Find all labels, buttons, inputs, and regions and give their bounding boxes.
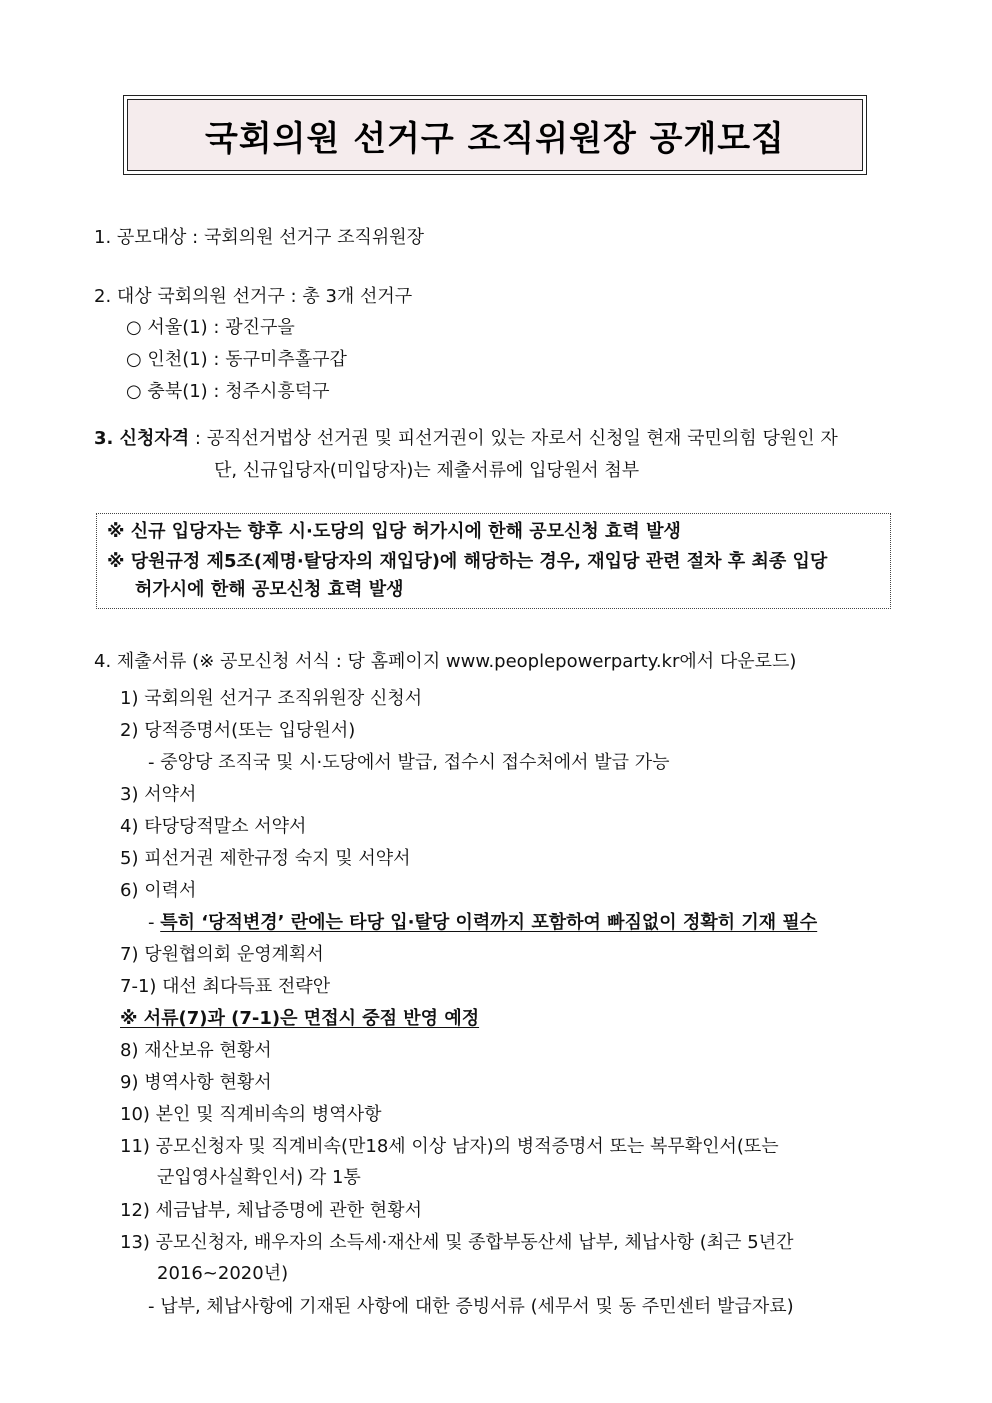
notice-line-3: 허가시에 한해 공모신청 효력 발생 — [135, 579, 404, 600]
interview-emphasis-note: ※ 서류(7)과 (7-1)은 면접시 중점 반영 예정 — [120, 1008, 480, 1029]
district-item: ○ 인천(1) : 동구미추홀구갑 — [126, 349, 347, 370]
document-item: 9) 병역사항 현황서 — [120, 1072, 272, 1093]
document-item: 4) 타당당적말소 서약서 — [120, 816, 307, 837]
document-item: 2) 당적증명서(또는 입당원서) — [120, 720, 356, 741]
document-item-continued: 군입영사실확인서) 각 1통 — [157, 1167, 361, 1188]
document-item: 11) 공모신청자 및 직계비속(만18세 이상 남자)의 병적증명서 또는 복무확인서(또는 — [120, 1136, 779, 1157]
document-item: 5) 피선거권 제한규정 숙지 및 서약서 — [120, 848, 411, 869]
document-item: 8) 재산보유 현황서 — [120, 1040, 272, 1061]
document-note: - 중앙당 조직국 및 시·도당에서 발급, 접수시 접수처에서 발급 가능 — [148, 752, 670, 773]
document-item: 6) 이력서 — [120, 880, 197, 901]
notice-box — [96, 513, 891, 609]
section-2-heading: 2. 대상 국회의원 선거구 : 총 3개 선거구 — [94, 286, 413, 307]
document-item: 12) 세금납부, 체납증명에 관한 현황서 — [120, 1200, 422, 1221]
section-4-heading: 4. 제출서류 (※ 공모신청 서식 : 당 홈페이지 www.peoplepowerparty.kr에서 다운로드) — [94, 651, 797, 672]
document-note: - 납부, 체납사항에 기재된 사항에 대한 증빙서류 (세무서 및 동 주민센터 발급자료) — [148, 1296, 794, 1317]
document-item: 10) 본인 및 직계비속의 병역사항 — [120, 1104, 382, 1125]
document-item: 1) 국회의원 선거구 조직위원장 신청서 — [120, 688, 423, 709]
district-item: ○ 서울(1) : 광진구을 — [126, 317, 295, 338]
document-item: 7-1) 대선 최다득표 전략안 — [120, 976, 331, 997]
document-item: 13) 공모신청자, 배우자의 소득세·재산세 및 종합부동산세 납부, 체납사항 (최근 5년간 — [120, 1232, 794, 1253]
page-title: 국회의원 선거구 조직위원장 공개모집 — [127, 99, 863, 171]
notice-line-2: ※ 당원규정 제5조(제명·탈당자의 재입당)에 해당하는 경우, 재입당 관련 절차 후 최종 입당 — [107, 551, 828, 572]
note-dash: - — [148, 912, 161, 933]
section-3-line-2: 단, 신규입당자(미입당자)는 제출서류에 입당원서 첨부 — [214, 460, 640, 481]
district-item: ○ 충북(1) : 청주시흥덕구 — [126, 381, 330, 402]
section-1-target: 1. 공모대상 : 국회의원 선거구 조직위원장 — [94, 227, 425, 248]
title-box — [123, 95, 867, 175]
section-3-line-1 — [94, 427, 838, 451]
document-item: 7) 당원협의회 운영계획서 — [120, 944, 324, 965]
document-note-emphasis — [148, 911, 817, 935]
section-3-label: 3. 신청자격 — [94, 428, 190, 449]
party-change-warning: 특히 ‘당적변경’ 란에는 타당 입·탈당 이력까지 포함하여 빠짐없이 정확히 기재 필수 — [160, 912, 818, 933]
notice-line-1: ※ 신규 입당자는 향후 시·도당의 입당 허가시에 한해 공모신청 효력 발생 — [107, 521, 681, 542]
document-item-continued: 2016~2020년) — [157, 1263, 289, 1284]
document-item: 3) 서약서 — [120, 784, 197, 805]
section-3-qualification: : 공직선거법상 선거권 및 피선거권이 있는 자로서 신청일 현재 국민의힘 당원인 자 — [189, 428, 838, 449]
